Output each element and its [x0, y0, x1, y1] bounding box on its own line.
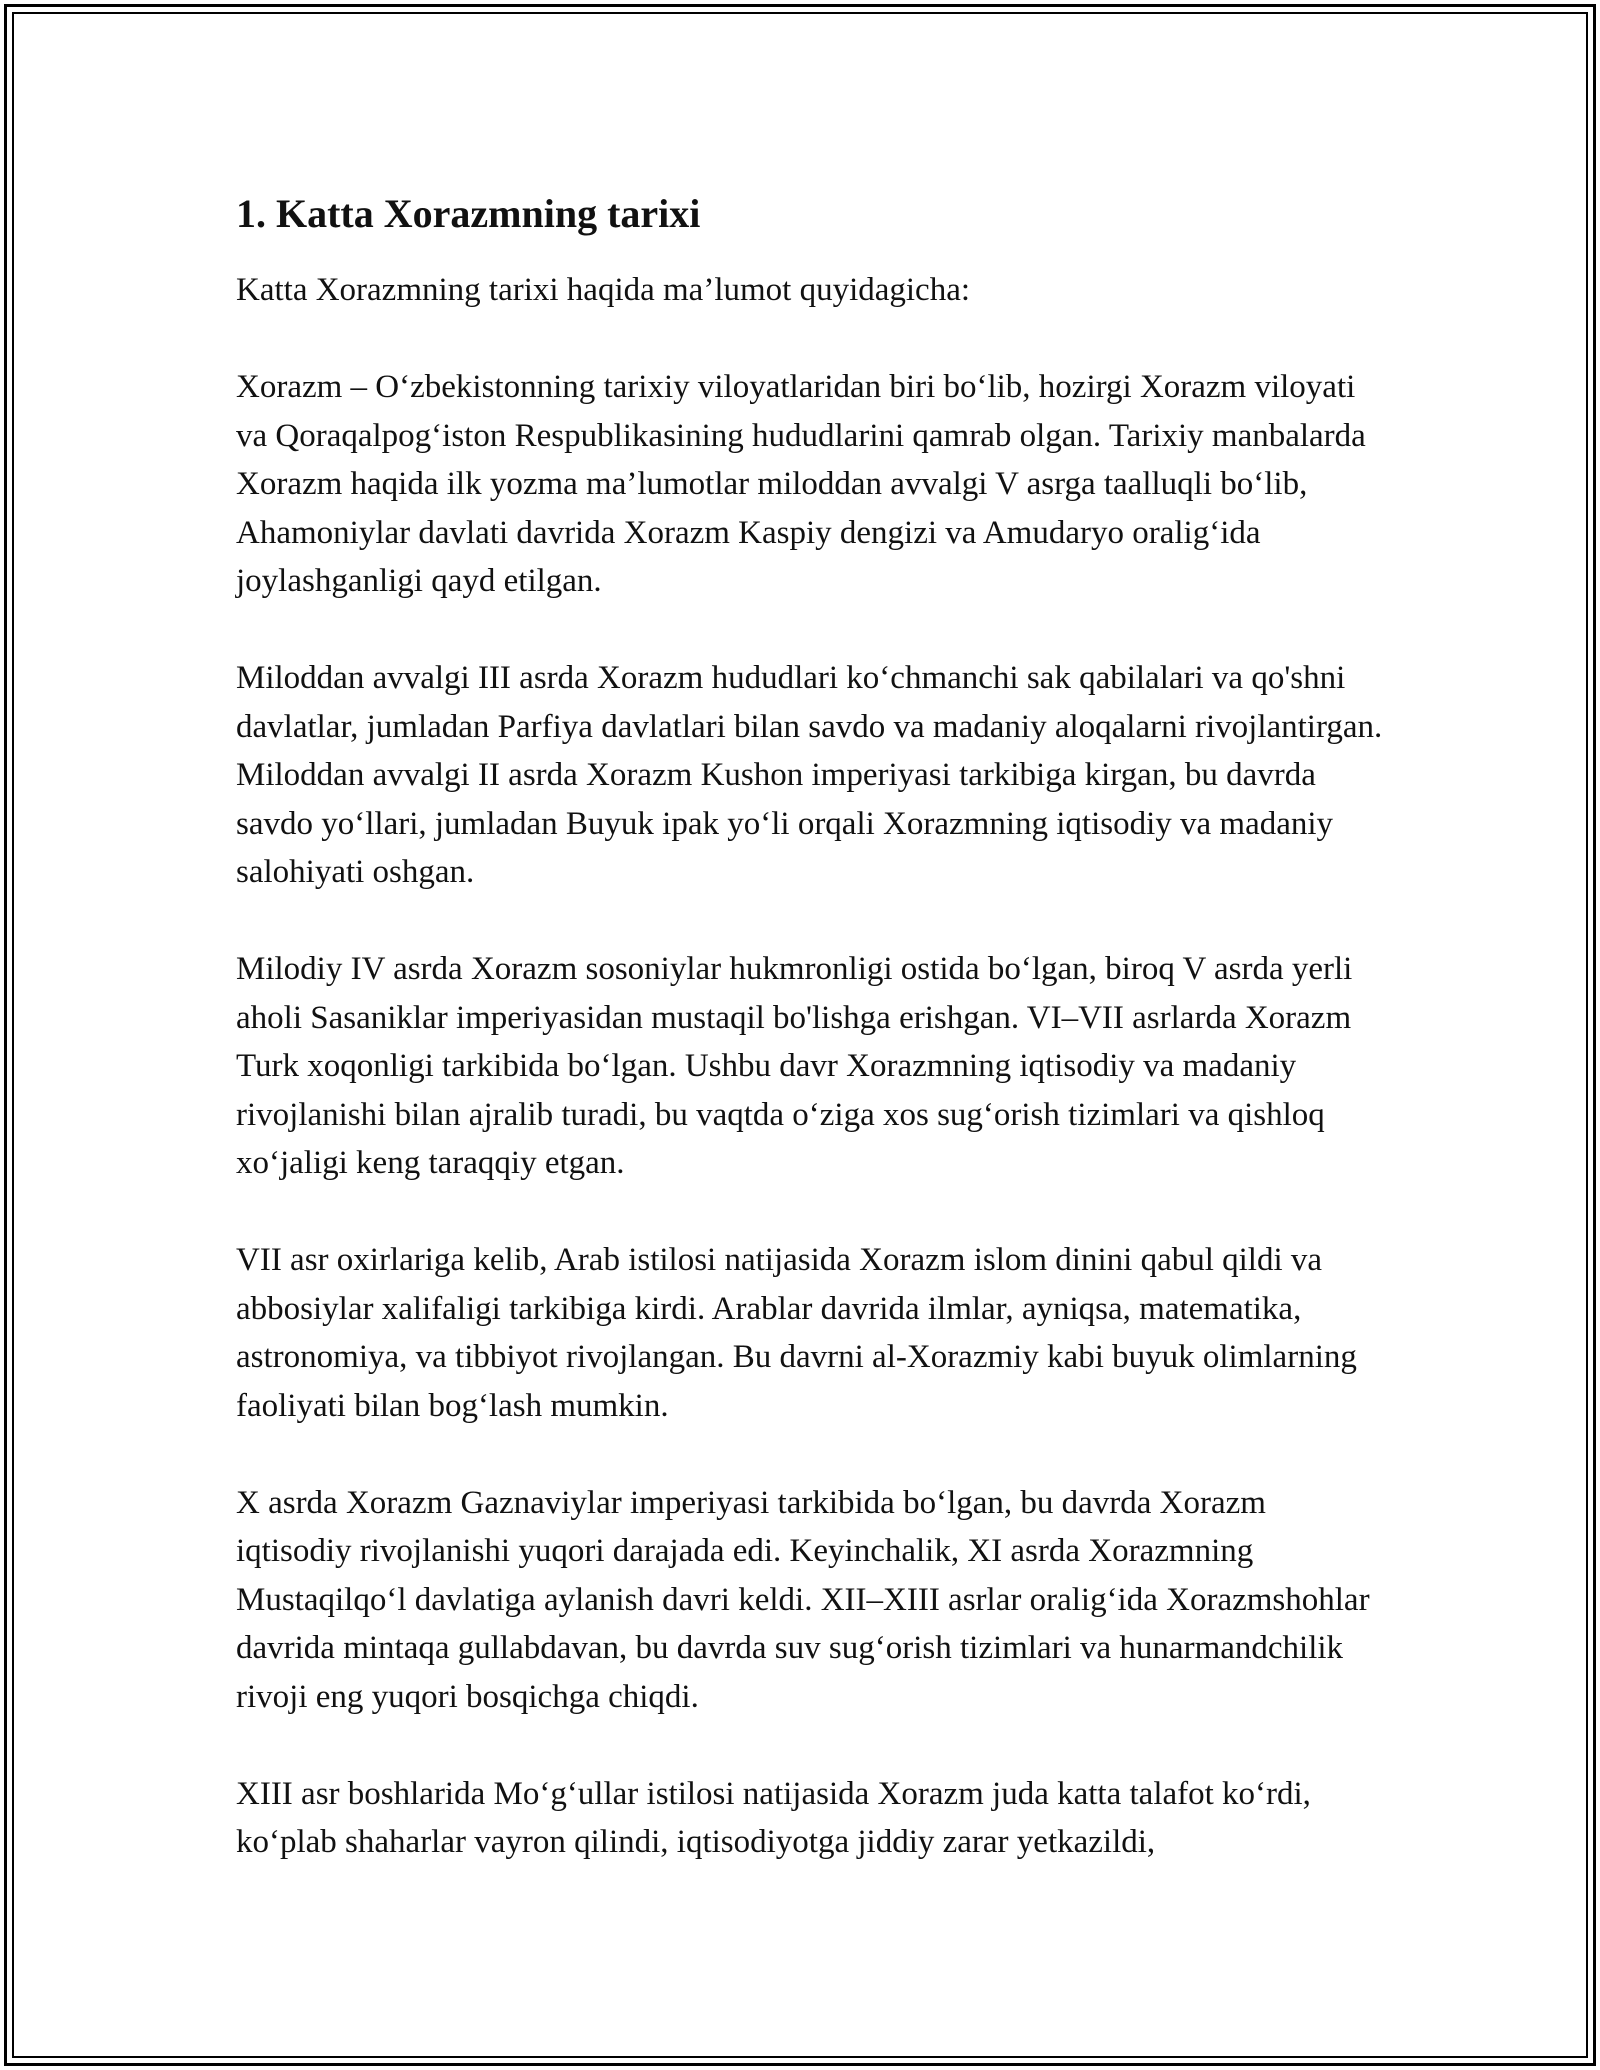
paragraph-2: Miloddan avvalgi III asrda Xorazm hududlari ko‘chmanchi sak qabilalari va qo'shni davlatlar, jumladan Parfiya davlatlari bilan savdo va madaniy aloqalarni rivojlantirgan. Miloddan avvalgi II asrda Xorazm Kushon imperiyasi tarkibiga kirgan, bu davrda savdo yo‘llari, jumladan Buyuk ipak yo‘li orqali Xorazmning iqtisodiy va madaniy salohiyati oshgan. [236, 660, 1383, 890]
paragraph-6: XIII asr boshlarida Mo‘g‘ullar istilosi natijasida Xorazm juda katta talafot ko‘rdi, ko‘plab shaharlar vayron qilindi, iqtisodiyotga jiddiy zarar yetkazildi, [236, 1775, 1311, 1860]
paragraph-4: VII asr oxirlariga kelib, Arab istilosi natijasida Xorazm islom dinini qabul qildi va abbosiylar xalifaligi tarkibiga kirdi. Arablar davrida ilmlar, ayniqsa, matematika, astronomiya, va tibbiyot rivojlangan. Bu davrni al-Xorazmiy kabi buyuk olimlarning faoliyati bilan bog‘lash mumkin. [236, 1242, 1357, 1424]
paragraph-5: X asrda Xorazm Gaznaviylar imperiyasi tarkibida bo‘lgan, bu davrda Xorazm iqtisodiy rivojlanishi yuqori darajada edi. Keyinchalik, XI asrda Xorazmning Mustaqilqo‘l davlatiga aylanish davri keldi. XII–XIII asrlar oralig‘ida Xorazmshohlar davrida mintaqa gullabdavan, bu davrda suv sug‘orish tizimlari va hunarmandchilik rivoji eng yuqori bosqichga chiqdi. [236, 1484, 1370, 1715]
document-body [236, 182, 1386, 1915]
section-heading: 1. Katta Xorazmning tarixi [236, 191, 701, 236]
paragraph-3: Milodiy IV asrda Xorazm sosoniylar hukmronligi ostida bo‘lgan, biroq V asrda yerli aholi Sasaniklar imperiyasidan mustaqil bo'lishga erishgan. VI–VII asrlarda Xorazm Turk xoqonligi tarkibida bo‘lgan. Ushbu davr Xorazmning iqtisodiy va madaniy rivojlanishi bilan ajralib turadi, bu vaqtda o‘ziga xos sug‘orish tizimlari va qishloq xo‘jaligi keng taraqqiy etgan. [236, 951, 1353, 1181]
paragraph-1: Xorazm – O‘zbekistonning tarixiy viloyatlaridan biri bo‘lib, hozirgi Xorazm viloyati va Qoraqalpog‘iston Respublikasining hududlarini qamrab olgan. Tarixiy manbalarda Xorazm haqida ilk yozma ma’lumotlar miloddan avvalgi V asrga taalluqli bo‘lib, Ahamoniylar davlati davrida Xorazm Kaspiy dengizi va Amudaryo oralig‘ida joylashganligi qayd etilgan. [236, 369, 1366, 599]
intro-paragraph: Katta Xorazmning tarixi haqida ma’lumot quyidagicha: [236, 272, 971, 308]
